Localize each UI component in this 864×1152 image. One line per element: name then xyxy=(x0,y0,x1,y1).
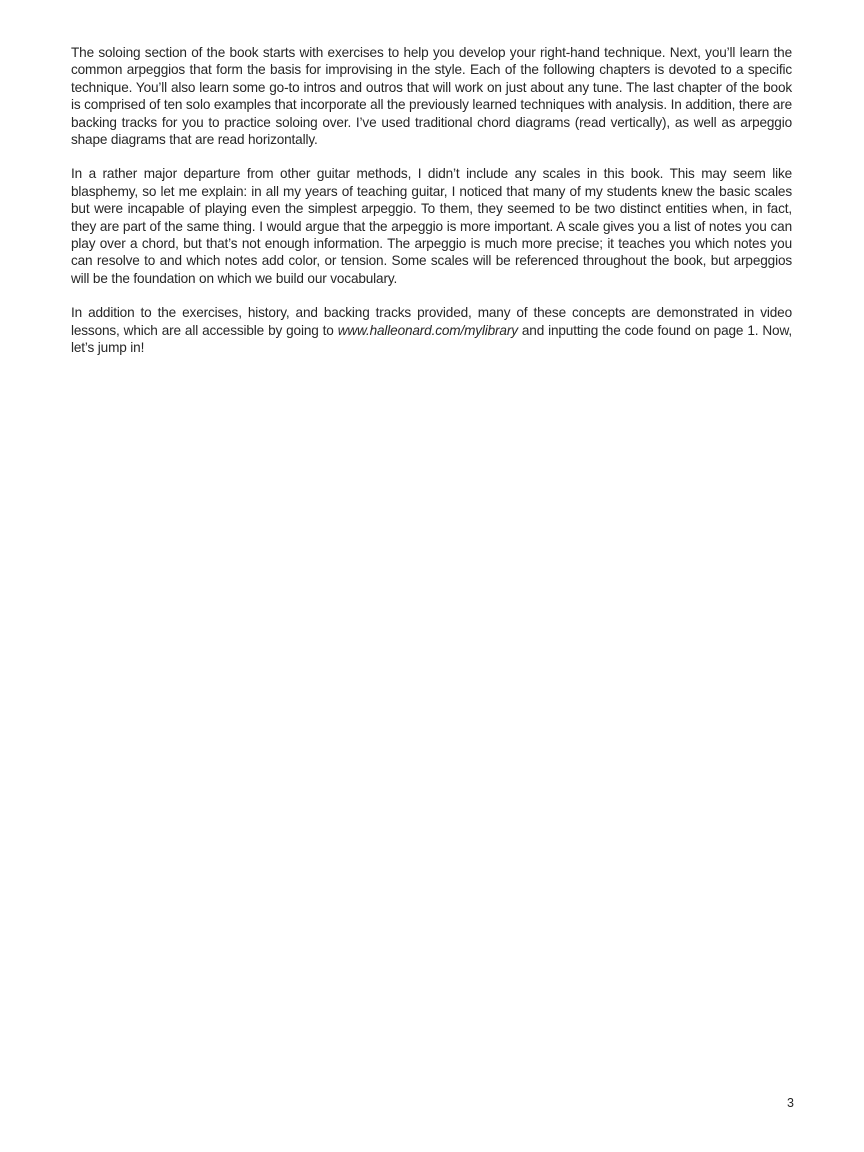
body-text xyxy=(71,44,792,374)
paragraph-3-text-after: and inputting the code found on page 1. Now, let’s jump in! xyxy=(71,322,792,356)
paragraph-1: The soloing section of the book starts with exercises to help you develop your right-hand technique. Next, you’ll learn the common arpeggios that form the basis for improvising in the style. Each of the following chapters is devoted to a specific technique. You’ll also learn some go-to intros and outros that will work on just about any tune. The last chapter of the book is comprised of ten solo examples that incorporate all the previously learned techniques with analysis. In addition, there are backing tracks for you to practice soloing over. I’ve used traditional chord diagrams (read vertically), as well as arpeggio shape diagrams that are read horizontally. xyxy=(71,45,792,148)
paragraph-3-text-before: In addition to the exercises, history, and backing tracks provided, many of these concepts are demonstrated in video lessons, which are all accessible by going to xyxy=(71,305,792,338)
paragraph-3 xyxy=(71,304,792,356)
page-number: 3 xyxy=(787,1096,794,1110)
paragraph-2: In a rather major departure from other guitar methods, I didn’t include any scales in this book. This may seem like blasphemy, so let me explain: in all my years of teaching guitar, I noticed that many of my students knew the basic scales but were incapable of playing even the simplest arpeggio. To them, they seemed to be two distinct entities when, in fact, they are part of the same thing. I would argue that the arpeggio is more important. A scale gives you a list of notes you can play over a chord, but that’s not enough information. The arpeggio is much more precise; it teaches you which notes you can resolve to and which notes add color, or tension. Some scales will be referenced throughout the book, but arpeggios will be the foundation on which we build our vocabulary. xyxy=(71,166,792,286)
mylibrary-url: www.halleonard.com/mylibrary xyxy=(337,322,518,338)
